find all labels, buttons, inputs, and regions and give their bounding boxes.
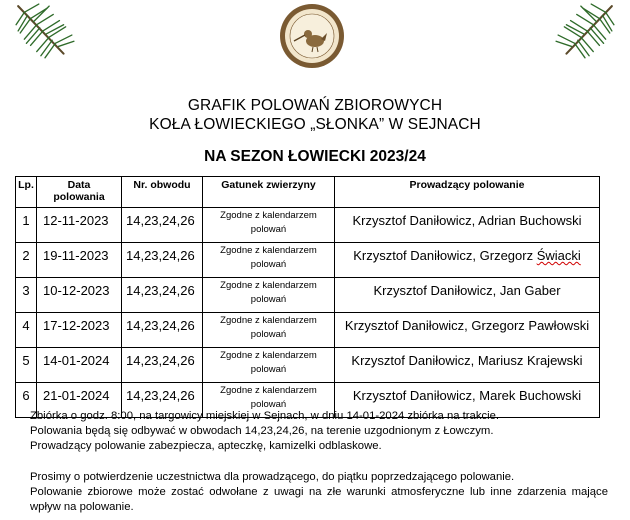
species-cell xyxy=(203,278,335,313)
header-leaders: Prowadzący polowanie xyxy=(335,177,600,208)
row-number: 1 xyxy=(16,208,37,243)
leaders-text: Krzysztof Daniłowicz, Mariusz Krajewski xyxy=(351,353,583,368)
hunt-date: 19-11-2023 xyxy=(37,243,122,278)
species-cell xyxy=(203,208,335,243)
leaders-text: Krzysztof Daniłowicz, Marek Buchowski xyxy=(352,388,582,403)
leaders-cell xyxy=(335,208,600,243)
leaders-text: Krzysztof Daniłowicz, Grzegorz Pawłowski xyxy=(344,318,590,333)
species-line2: polowań xyxy=(250,224,287,235)
table-header-row xyxy=(16,177,600,208)
table-row xyxy=(16,313,600,348)
row-number: 5 xyxy=(16,348,37,383)
species-line2: polowań xyxy=(250,259,287,270)
hunt-date: 14-01-2024 xyxy=(37,348,122,383)
season-heading: NA SEZON ŁOWIECKI 2023/24 xyxy=(204,148,426,165)
species-cell xyxy=(203,348,335,383)
note-line: Zbiórka o godz. 8:00, na targowicy miejskiej w Sejnach, w dniu 14-01-2024 zbiórka na trakcie. xyxy=(30,410,500,422)
note-line: Prosimy o potwierdzenie uczestnictwa dla prowadzącego, do piątku poprzedzającego polowanie. xyxy=(30,471,515,483)
leaders-cell xyxy=(335,313,600,348)
leaders-flagged-word: Świacki xyxy=(536,248,581,263)
row-number: 6 xyxy=(16,383,37,418)
leaders-text: Krzysztof Daniłowicz, Adrian Buchowski xyxy=(352,213,582,228)
species-line1: Zgodne z kalendarzem xyxy=(220,315,317,326)
header-species: Gatunek zwierzyny xyxy=(203,177,335,208)
leaders-text: Krzysztof Daniłowicz, Jan Gaber xyxy=(373,283,561,298)
row-number: 3 xyxy=(16,278,37,313)
species-line2: polowań xyxy=(250,364,287,375)
species-line1: Zgodne z kalendarzem xyxy=(220,385,317,396)
row-number: 2 xyxy=(16,243,37,278)
header-district: Nr. obwodu xyxy=(122,177,203,208)
species-line1: Zgodne z kalendarzem xyxy=(220,245,317,256)
district-numbers: 14,23,24,26 xyxy=(122,208,203,243)
pine-branch-icon xyxy=(554,2,616,64)
row-number: 4 xyxy=(16,313,37,348)
header-lp: Lp. xyxy=(16,177,37,208)
species-line2: polowań xyxy=(250,329,287,340)
district-numbers: 14,23,24,26 xyxy=(122,348,203,383)
district-numbers: 14,23,24,26 xyxy=(122,243,203,278)
table-row xyxy=(16,208,600,243)
species-line1: Zgodne z kalendarzem xyxy=(220,210,317,221)
species-cell xyxy=(203,313,335,348)
hunt-schedule-table xyxy=(15,176,600,418)
assembly-info xyxy=(30,409,608,454)
hunt-date: 10-12-2023 xyxy=(37,278,122,313)
leaders-cell xyxy=(335,278,600,313)
leaders-cell xyxy=(335,348,600,383)
district-numbers: 14,23,24,26 xyxy=(122,313,203,348)
note-line: Polowanie zbiorowe może zostać odwołane z uwagi na złe warunki atmosferyczne lub inne zdarzenia mające wpływ na polowanie. xyxy=(30,486,608,513)
leaders-cell xyxy=(335,243,600,278)
note-line: Prowadzący polowanie zabezpiecza, apteczkę, kamizelki odblaskowe. xyxy=(30,440,382,452)
hunt-date: 17-12-2023 xyxy=(37,313,122,348)
club-seal-icon xyxy=(279,3,345,69)
pine-branch-icon xyxy=(14,2,76,64)
title-line-1: GRAFIK POLOWAŃ ZBIOROWYCH xyxy=(187,97,443,114)
header-date xyxy=(37,177,122,208)
species-line1: Zgodne z kalendarzem xyxy=(220,280,317,291)
confirmation-info xyxy=(30,470,608,515)
note-line: Polowania będą się odbywać w obwodach 14,23,24,26, na terenie uzgodnionym z Łowczym. xyxy=(30,425,494,437)
table-row xyxy=(16,278,600,313)
title-line-2: KOŁA ŁOWIECKIEGO „SŁONKA” W SEJNACH xyxy=(149,116,481,133)
header-date-line1: Data xyxy=(67,179,91,191)
species-line2: polowań xyxy=(250,294,287,305)
district-numbers: 14,23,24,26 xyxy=(122,383,203,418)
header-date-line2: polowania xyxy=(53,191,105,203)
hunt-date: 21-01-2024 xyxy=(37,383,122,418)
hunt-date: 12-11-2023 xyxy=(37,208,122,243)
table-row xyxy=(16,348,600,383)
district-numbers: 14,23,24,26 xyxy=(122,278,203,313)
species-cell xyxy=(203,243,335,278)
table-row xyxy=(16,243,600,278)
species-line2: polowań xyxy=(250,399,287,410)
species-line1: Zgodne z kalendarzem xyxy=(220,350,317,361)
leaders-text: Krzysztof Daniłowicz, Grzegorz xyxy=(353,248,537,263)
